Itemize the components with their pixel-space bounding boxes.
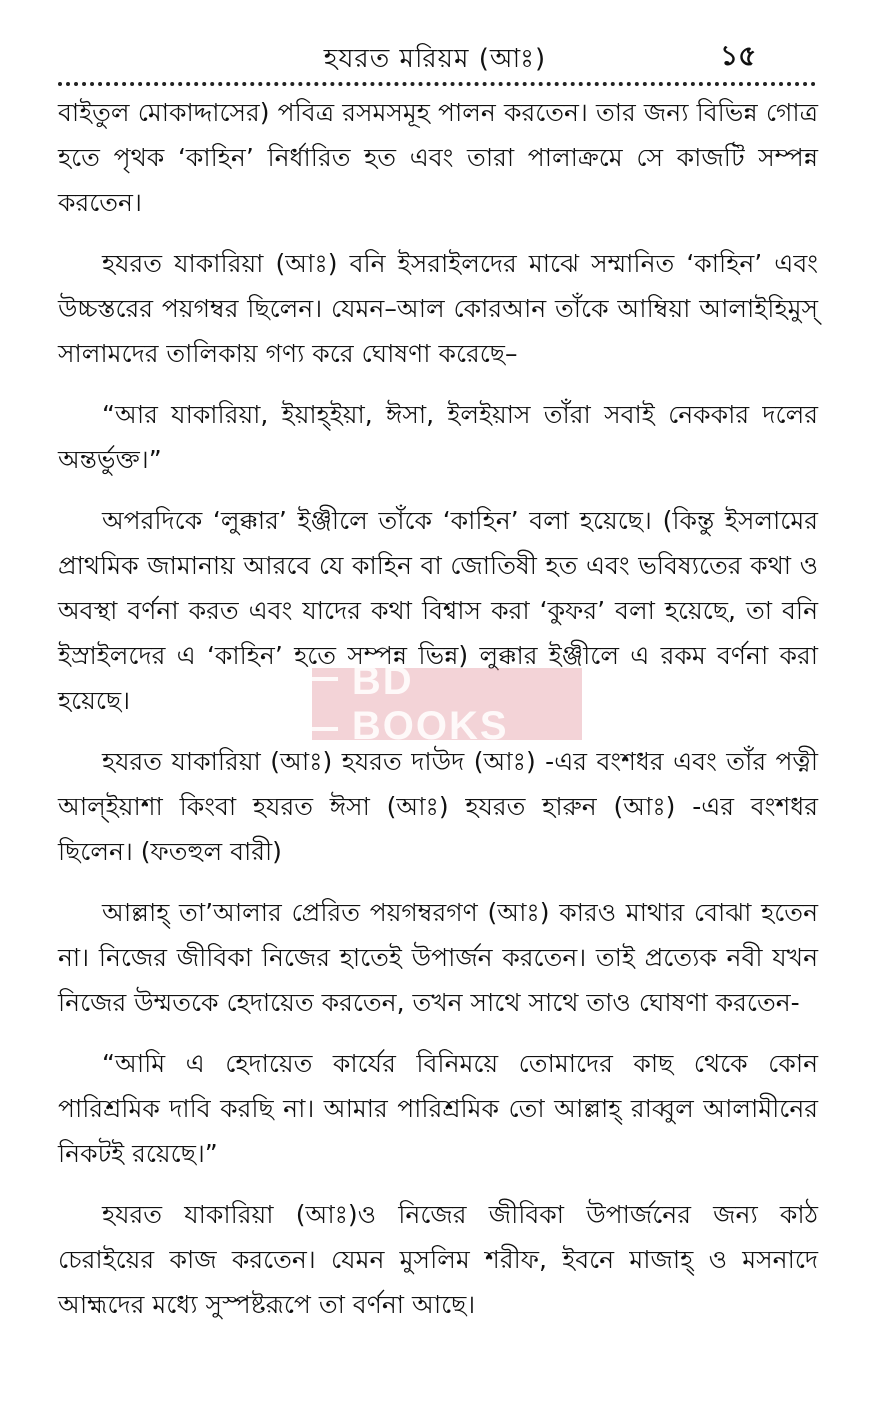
- running-header-title: হযরত মরিয়ম (আঃ): [323, 44, 547, 74]
- watermark-text: BD BOOKS: [351, 659, 509, 748]
- paragraph-3: অপরদিকে ‘লুক্কার’ ইঞ্জীলে তাঁকে ‘কাহিন’ বলা হয়েছে। (কিন্তু ইসলামের প্রাথমিক জামানায় আরবে যে কাহিন বা জোতিষী হত এবং ভবিষ্যতের কথা ও অবস্থা বর্ণনা করত এবং যাদের কথা বিশ্বাস করা ‘কুফর’ বলা হয়েছে, তা বনি ইস্রাইলদের এ ‘কাহিন’ হতে সম্পন্ন ভিন্ন) লুক্কার ইঞ্জীলে এ রকম বর্ণনা করা হয়েছে।: [58, 506, 818, 715]
- quote-paragraph-2: “আমি এ হেদায়েত কার্যের বিনিময়ে তোমাদের কাছ থেকে কোন পারিশ্রমিক দাবি করছি না। আমার পারিশ্রমিক তো আল্লাহ্ রাব্বুল আলামীনের নিকটই রয়েছে।”: [58, 1049, 818, 1168]
- quote-paragraph-1: “আর যাকারিয়া, ইয়াহ্ইয়া, ঈসা, ইলইয়াস তাঁরা সবাই নেককার দলের অন্তর্ভুক্ত।”: [58, 400, 818, 474]
- page-number: ১৫: [720, 39, 757, 72]
- paragraph-2: হযরত যাকারিয়া (আঃ) বনি ইসরাইলদের মাঝে সম্মানিত ‘কাহিন’ এবং উচ্চস্তরের পয়গম্বর ছিলেন। যেমন–আল কোরআন তাঁকে আম্বিয়া আলাইহিমুস্ সালামদের তালিকায় গণ্য করে ঘোষণা করেছে–: [58, 249, 818, 368]
- paragraph-5: আল্লাহ্ তা’আলার প্রেরিত পয়গম্বরগণ (আঃ) কারও মাথার বোঝা হতেন না। নিজের জীবিকা নিজের হাতেই উপার্জন করতেন। তাই প্রত্যেক নবী যখন নিজের উম্মতকে হেদায়েত করতেন, তখন সাথে সাথে তাও ঘোষণা করতেন-: [58, 898, 818, 1017]
- paragraph-4: হযরত যাকারিয়া (আঃ) হযরত দাউদ (আঃ) -এর বংশধর এবং তাঁর পত্নী আল্ইয়াশা কিংবা হযরত ঈসা (আঃ) হযরত হারুন (আঃ) -এর বংশধর ছিলেন। (ফতহুল বারী): [58, 747, 818, 866]
- paragraph-1: বাইতুল মোকাদ্দাসের) পবিত্র রসমসমূহ পালন করতেন। তার জন্য বিভিন্ন গোত্র হতে পৃথক ‘কাহিন’ নির্ধারিত হত এবং তারা পালাক্রমে সে কাজটি সম্পন্ন করতেন।: [58, 98, 818, 217]
- paragraph-6: হযরত যাকারিয়া (আঃ)ও নিজের জীবিকা উপার্জনের জন্য কাঠ চেরাইয়ের কাজ করতেন। যেমন মুসলিম শরীফ, ইবনে মাজাহ্ ও মসনাদে আহ্মদের মধ্যে সুস্পষ্টরূপে তা বর্ণনা আছে।: [58, 1200, 818, 1319]
- header-dotted-rule: [58, 82, 816, 86]
- body-text: [58, 90, 818, 1343]
